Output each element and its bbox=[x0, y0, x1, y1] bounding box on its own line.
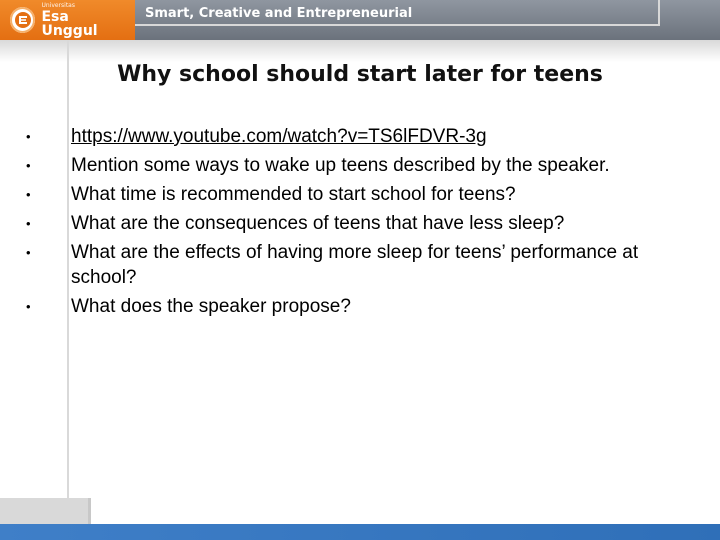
bullet-icon: • bbox=[26, 187, 31, 202]
logo-small-text: Universitas bbox=[41, 1, 75, 9]
bullet-icon: • bbox=[26, 245, 31, 260]
list-item-text: Mention some ways to wake up teens described by the speaker. bbox=[71, 155, 610, 176]
list-item-text: What are the consequences of teens that have less sleep? bbox=[71, 213, 565, 234]
list-item-text: What are the effects of having more sleep for teens’ performance at school? bbox=[71, 242, 639, 288]
footer-accent-strip bbox=[0, 524, 720, 540]
bullet-icon: • bbox=[26, 299, 31, 314]
slide-title: Why school should start later for teens bbox=[117, 62, 603, 87]
list-item bbox=[22, 211, 672, 236]
university-logo[interactable] bbox=[10, 1, 128, 39]
list-item bbox=[22, 153, 672, 178]
bullet-icon: • bbox=[26, 158, 31, 173]
list-item-text: What does the speaker propose? bbox=[71, 296, 351, 317]
logo-name: Esa Unggul bbox=[41, 8, 98, 39]
bullet-icon: • bbox=[26, 216, 31, 231]
list-item bbox=[22, 240, 672, 290]
list-item bbox=[22, 294, 672, 319]
video-link[interactable]: https://www.youtube.com/watch?v=TS6lFDVR-3g bbox=[71, 126, 487, 147]
list-item bbox=[22, 124, 672, 149]
bullet-list bbox=[22, 124, 672, 323]
tagline: Smart, Creative and Entrepreneurial bbox=[135, 0, 720, 40]
footer-panel bbox=[88, 498, 720, 524]
bullet-icon: • bbox=[26, 129, 31, 144]
logo-emblem-icon bbox=[10, 7, 35, 33]
header-shadow bbox=[0, 40, 720, 62]
list-item bbox=[22, 182, 672, 207]
list-item-text: What time is recommended to start school for teens? bbox=[71, 184, 516, 205]
